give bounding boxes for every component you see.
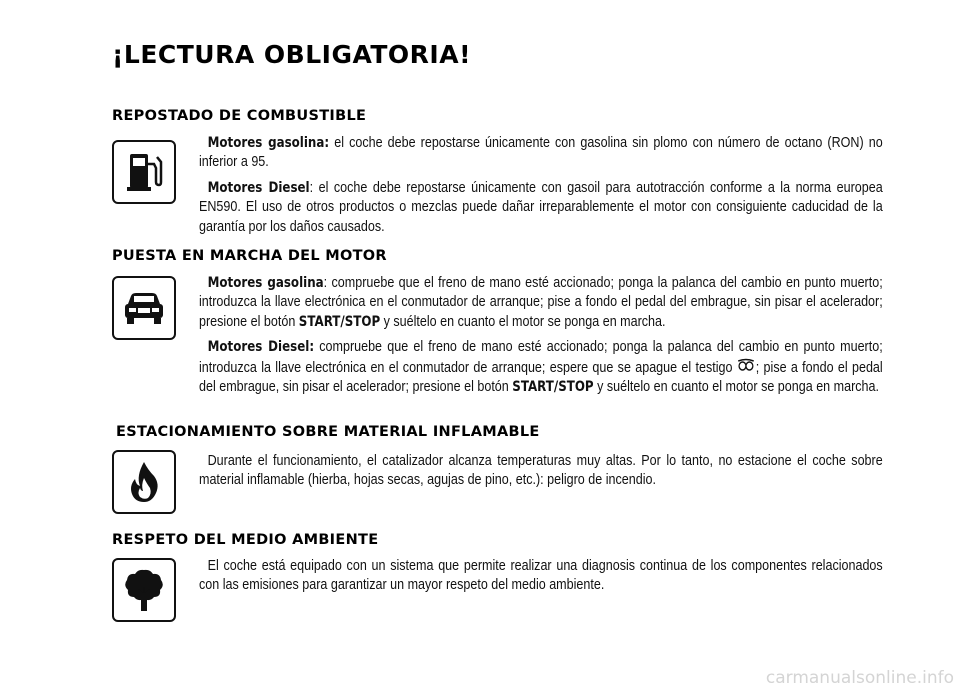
petrol-refuel-text: el coche debe repostarse únicamente con gasolina sin plomo con número de octano (RON) no inferior a 95. <box>199 135 883 171</box>
tree-icon <box>112 558 176 622</box>
diesel-refuel-text: : el coche debe repostarse únicamente con gasoil para autotracción conforme a la norma europea EN590. El uso de otros productos o mezclas puede dañar irreparablemente el motor con consiguiente caducidad de la garantía por los daños causados. <box>199 179 883 235</box>
diesel-start-text-c: y suéltelo en cuanto el motor se ponga en marcha. <box>593 379 879 396</box>
footer-watermark: carmanualsonline.info <box>765 668 954 688</box>
parking-text <box>199 452 883 491</box>
environment-text <box>199 557 883 596</box>
parking-warning-text: Durante el funcionamiento, el catalizador alcanza temperaturas muy altas. Por lo tanto, no estacione el coche sobre material inflamable (hierba, hojas secas, agujas de pino, etc.): peligro de incendio. <box>199 453 883 489</box>
refueling-heading: REPOSTADO DE COMBUSTIBLE <box>112 108 367 124</box>
car-front-icon <box>112 276 176 340</box>
petrol-start-text-b: y suéltelo en cuanto el motor se ponga en marcha. <box>380 313 666 330</box>
diesel-start-text-b: ; pise a fondo el pedal del embrague, sin pisar el acelerador; presione el botón <box>199 359 883 396</box>
fuel-pump-icon <box>112 140 176 204</box>
parking-heading: ESTACIONAMIENTO SOBRE MATERIAL INFLAMABLE <box>116 424 540 440</box>
environment-body-text: El coche está equipado con un sistema que permite realizar una diagnosis continua de los componentes relacionados con las emisiones para garantizar un mayor respeto del medio ambiente. <box>199 558 883 594</box>
start-stop-button-label: START/STOP <box>298 313 381 330</box>
diesel-engines-label: Motores Diesel <box>207 179 310 196</box>
engine-start-text <box>199 274 883 397</box>
diesel-start-text-a: compruebe que el freno de mano esté accionado; ponga la palanca del cambio en punto muerto; introduzca la llave electrónica en el conmutador de arranque; espere que se apague el testigo <box>199 339 883 376</box>
petrol-start-text-a: : compruebe que el freno de mano esté accionado; ponga la palanca del cambio en punto muerto; introduzca la llave electrónica en el conmutador de arranque; pise a fondo el pedal del embrague, sin pisar el acelerador; presione el botón <box>199 275 883 330</box>
glow-plug-icon <box>737 361 756 376</box>
petrol-engines-label: Motores gasolina: <box>207 135 330 151</box>
refueling-text <box>199 134 883 237</box>
petrol-start-label: Motores gasolina <box>207 275 324 291</box>
start-stop-button-label-2: START/STOP <box>512 379 594 396</box>
page-title: ¡LECTURA OBLIGATORIA! <box>112 40 471 69</box>
flame-icon <box>112 450 176 514</box>
environment-heading: RESPETO DEL MEDIO AMBIENTE <box>112 532 379 548</box>
diesel-start-label: Motores Diesel: <box>207 339 315 356</box>
engine-start-heading: PUESTA EN MARCHA DEL MOTOR <box>112 248 387 264</box>
